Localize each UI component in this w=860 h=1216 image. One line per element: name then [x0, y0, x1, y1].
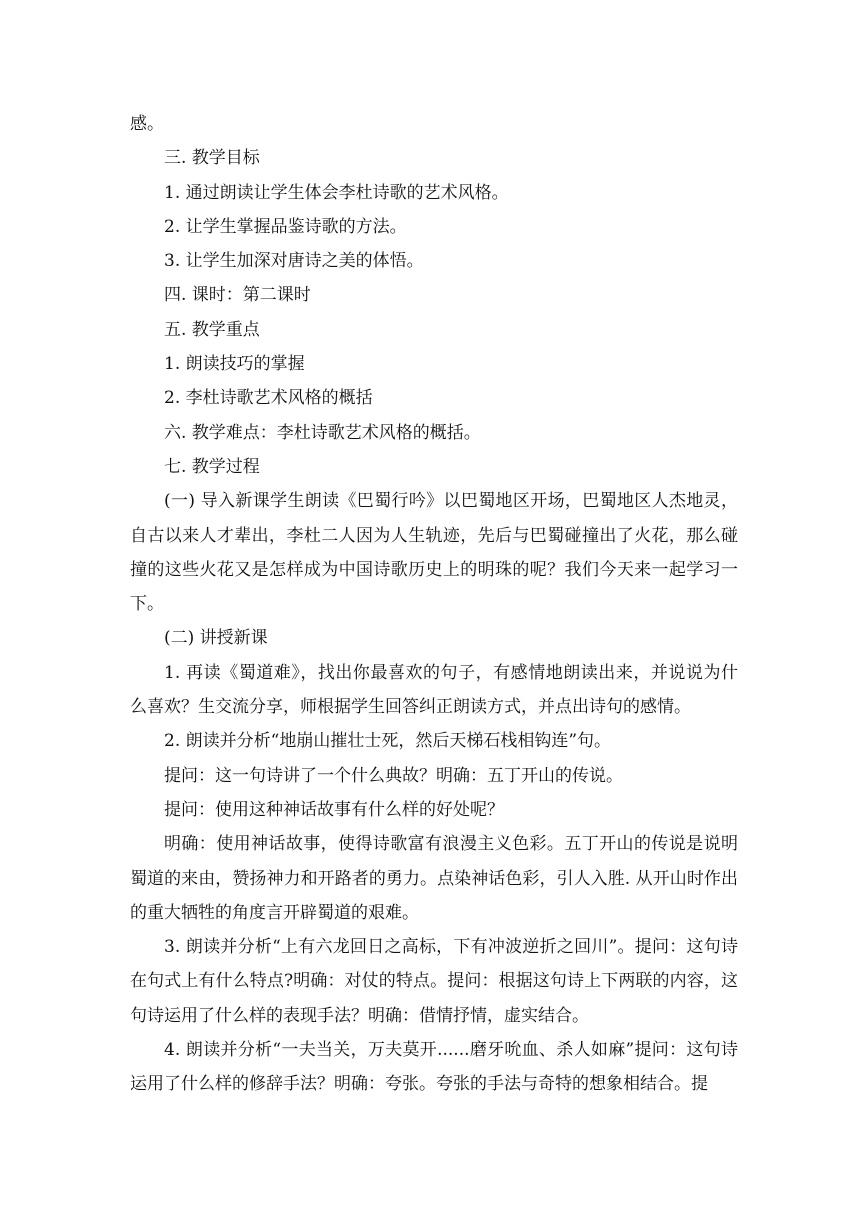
- section-heading-teaching-process: 七. 教学过程: [164, 456, 260, 477]
- paragraph-step-4: 4. 朗读并分析“一夫当关，万夫莫开......磨牙吮血、杀人如麻”提问：这句诗运用了什么样的修辞手法？明确：夸张。夸张的手法与奇特的想象相结合。提: [130, 1040, 738, 1095]
- paragraph-step-3: 3. 朗读并分析“上有六龙回日之高标，下有冲波逆折之回川”。提问：这句诗在句式上有什么特点?明确：对仗的特点。提问：根据这句诗上下两联的内容，这句诗运用了什么样的表现手法？明确：借情抒情，虚实结合。: [130, 937, 738, 1026]
- paragraph-continuation: 感。: [130, 114, 164, 134]
- section-heading-key-points: 五. 教学重点: [164, 319, 260, 340]
- question-1: 提问：这一句诗讲了一个什么典故？明确：五丁开山的传说。: [164, 765, 623, 786]
- paragraph-introduction: (一) 导入新课学生朗读《巴蜀行吟》以巴蜀地区开场，巴蜀地区人杰地灵，自古以来人才辈出，李杜二人因为人生轨迹，先后与巴蜀碰撞出了火花，那么碰撞的这些火花又是怎样成为中国诗歌历史上的明珠的呢？我们今天来一起学习一下。: [130, 491, 738, 615]
- key-point-item-2: 2. 李杜诗歌艺术风格的概括: [164, 388, 373, 409]
- section-heading-teaching-goals: 三. 教学目标: [164, 148, 260, 169]
- goal-item-1: 1. 通过朗读让学生体会李杜诗歌的艺术风格。: [164, 182, 509, 203]
- goal-item-2: 2. 让学生掌握品鉴诗歌的方法。: [164, 216, 407, 237]
- section-heading-difficulty: 六. 教学难点：李杜诗歌艺术风格的概括。: [164, 422, 481, 443]
- paragraph-step-1: 1. 再读《蜀道难》，找出你最喜欢的句子，有感情地朗读出来，并说说为什么喜欢？生交流分享，师根据学生回答纠正朗读方式，并点出诗句的感情。: [130, 662, 738, 718]
- question-2: 提问：使用这种神话故事有什么样的好处呢？: [164, 799, 504, 820]
- goal-item-3: 3. 让学生加深对唐诗之美的体悟。: [164, 251, 424, 272]
- key-point-item-1: 1. 朗读技巧的掌握: [164, 354, 305, 375]
- subsection-heading-new-lesson: (二) 讲授新课: [164, 628, 268, 649]
- section-heading-class-hours: 四. 课时：第二课时: [164, 285, 311, 306]
- paragraph-answer: 明确：使用神话故事，使得诗歌富有浪漫主义色彩。五丁开山的传说是说明蜀道的来由，赞扬神力和开路者的勇力。点染神话色彩，引人入胜. 从开山时作出的重大牺牲的角度言开辟蜀道的艰难。: [130, 834, 738, 923]
- paragraph-step-2: 2. 朗读并分析“地崩山摧壮士死，然后天梯石栈相钩连”句。: [164, 731, 612, 752]
- document-page: [130, 107, 738, 1102]
